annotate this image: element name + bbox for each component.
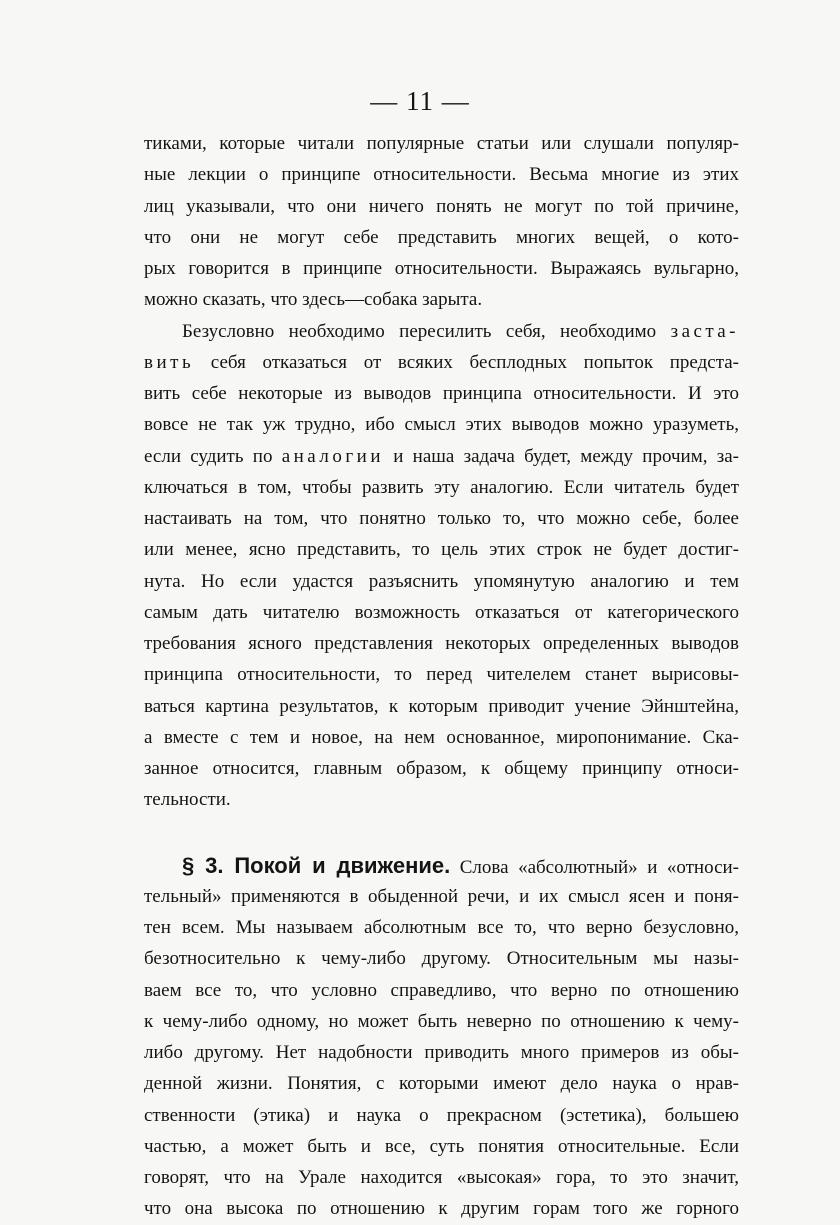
emphasized-word: аналогии: [281, 445, 384, 467]
text-line: настаивать на том, что понятно только то, что можно себе, более: [144, 508, 739, 529]
text-line: требования ясного представления некоторых определенных выводов: [144, 633, 739, 654]
text-line: частью, а может быть и все, суть понятия относительные. Если: [144, 1135, 739, 1157]
text-line: денной жизни. Понятия, с которыми имеют дело наука о нрав-: [144, 1073, 739, 1095]
text-run: если судить по: [144, 445, 282, 467]
text-line: можно сказать, что здесь—собака зарыта.: [144, 289, 483, 311]
text-line: безотносительно к чему-либо другому. Относительным мы назы-: [144, 948, 739, 970]
text-line: ваться картина результатов, к которым приводит учение Эйнштейна,: [144, 695, 739, 717]
text-line: [144, 347, 739, 378]
text-line: тиками, которые читали популярные статьи или слушали популяр-: [144, 133, 739, 154]
text-line: тельности.: [144, 789, 231, 811]
emphasized-word: застa-: [670, 320, 739, 342]
page-number: — 11 —: [370, 86, 470, 116]
section-heading: § 3. Покой и движение.: [182, 852, 451, 878]
text-line: что она высока по отношению к другим горам того же горного: [144, 1198, 739, 1220]
text-line: к чему-либо одному, но может быть неверно по отношению к чему-: [144, 1010, 739, 1032]
text-line: [144, 441, 739, 472]
text-line: принципа относительности, то перед чителелем станет вырисовы-: [144, 664, 739, 686]
text-line: что они не могут себе представить многих вещей, о кото-: [144, 226, 739, 248]
text-line: рых говорится в принципе относительности. Выражаясь вульгарно,: [144, 258, 739, 279]
text-line: ключаться в том, чтобы развить эту аналогию. Если читатель будет: [144, 476, 739, 498]
section-first-line: [144, 850, 739, 881]
text-line: вить себе некоторые из выводов принципа относительности. И это: [144, 383, 739, 404]
text-line: нута. Но если удастся разъяснить упомянутую аналогию и тем: [144, 570, 739, 592]
text-line: или менее, ясно представить, то цель этих строк не будет достиг-: [144, 539, 739, 561]
text-run: и наша задача будет, между прочим, за-: [384, 445, 739, 467]
text-line: ные лекции о принципе относительности. Весьма многие из этих: [144, 164, 739, 186]
text-run: себя отказаться от всяких бесплодных попыток предста-: [194, 351, 739, 373]
text-line: занное относится, главным образом, к общему принципу относи-: [144, 758, 739, 779]
text-line: ственности (этика) и наука о прекрасном (эстетика), большею: [144, 1104, 739, 1126]
text-line: либо другому. Нет надобности приводить много примеров из обы-: [144, 1042, 739, 1063]
text-line: а вместе с тем и новое, на нем основанное, миропонимание. Ска-: [144, 726, 739, 748]
text-line: вовсе не так уж трудно, ибо смысл этих выводов можно уразуметь,: [144, 414, 739, 436]
text-line: лиц указывали, что они ничего понять не могут по той причине,: [144, 195, 739, 217]
body-text: [144, 128, 739, 1225]
text-run: Безусловно необходимо пересилить себя, необходимо: [182, 320, 671, 342]
text-line: ваем все то, что условно справедливо, что верно по отношению: [144, 979, 739, 1001]
emphasized-word: вить: [144, 351, 195, 373]
text-line: самым дать читателю возможность отказаться от категорического: [144, 601, 739, 623]
text-line: тельный» применяются в обыденной речи, и их смысл ясен и поня-: [144, 885, 739, 907]
text-run: Слова «абсолютный» и «относи-: [450, 856, 739, 878]
section-spacer: [144, 816, 739, 850]
text-line: говорят, что на Урале находится «высокая» гора, то это значит,: [144, 1167, 739, 1188]
text-line: тен всем. Мы называем абсолютным все то, что верно безусловно,: [144, 917, 739, 938]
text-line: [144, 316, 739, 347]
